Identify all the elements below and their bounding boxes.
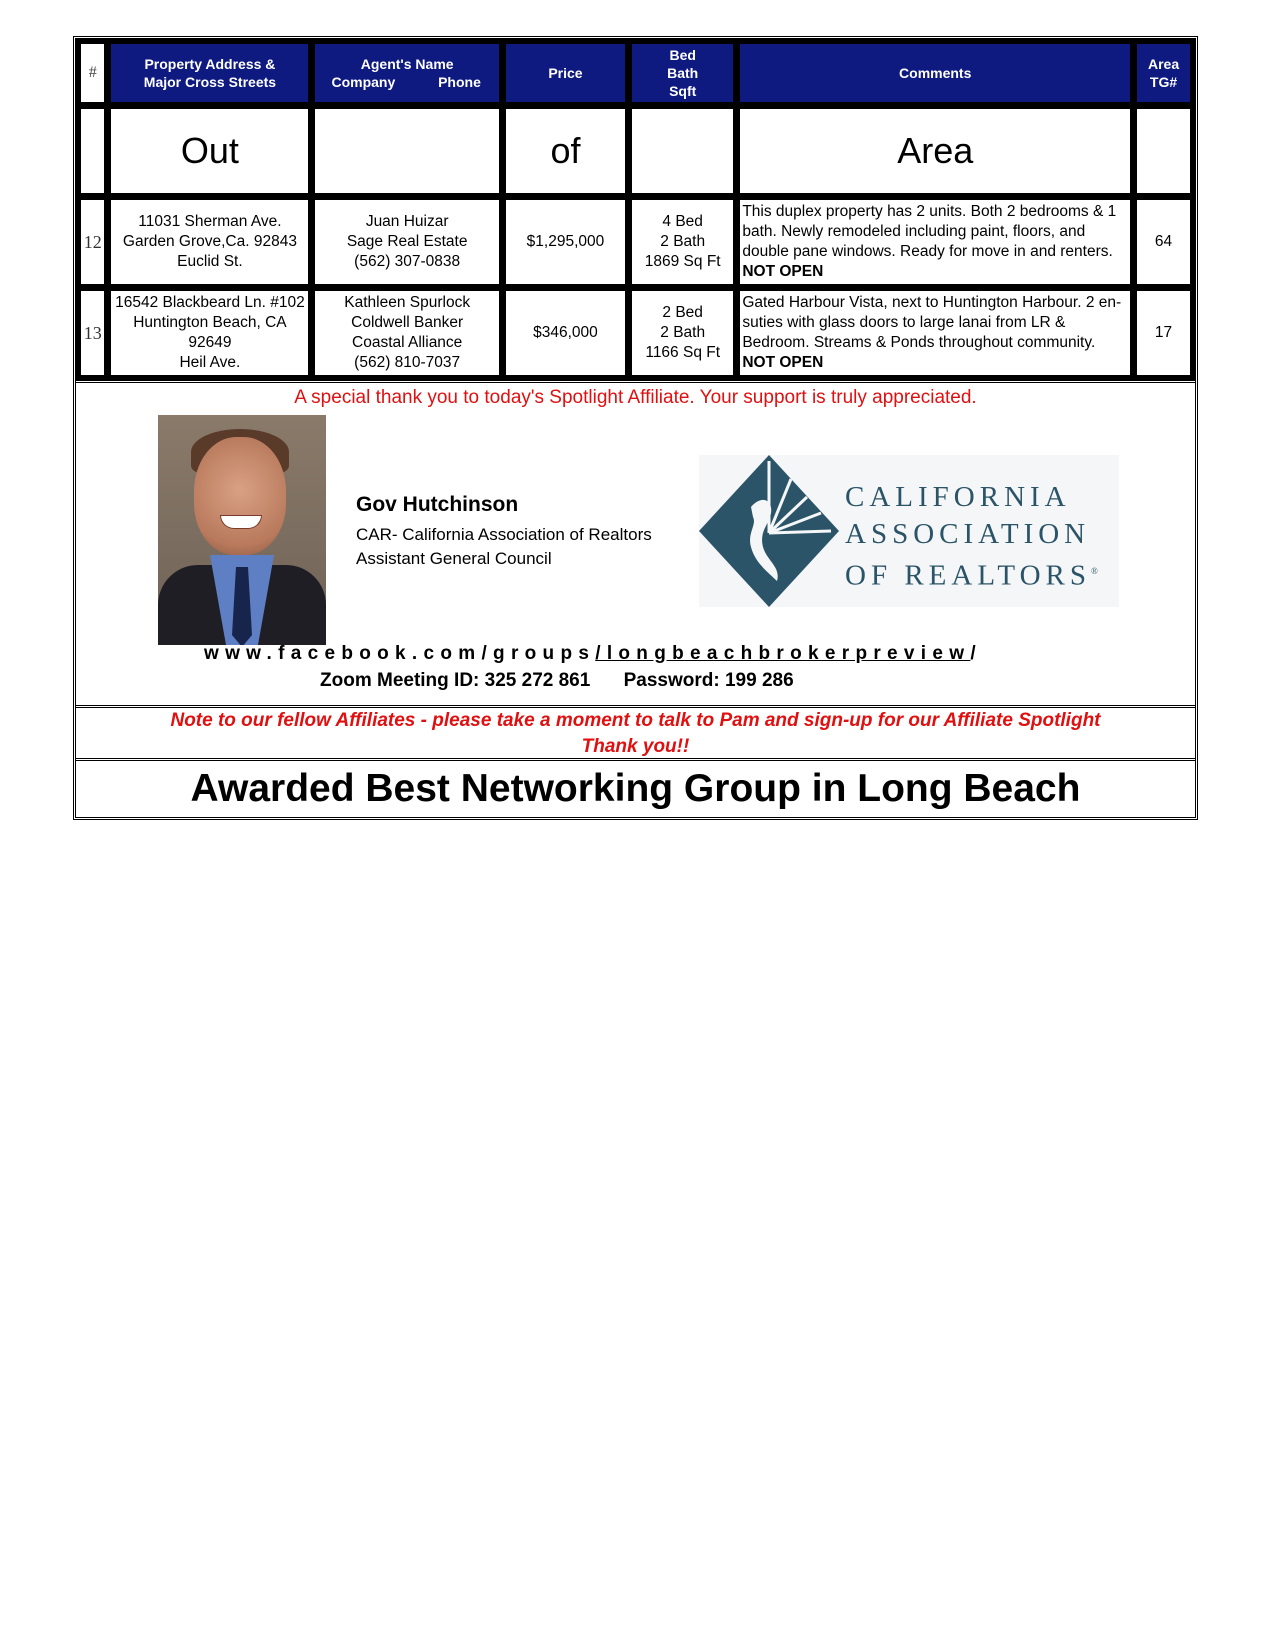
broker-preview-sheet — [73, 36, 1198, 820]
zoom-password: Password: 199 286 — [623, 670, 794, 691]
listing-area: 64 — [1135, 198, 1192, 286]
affiliate-name: Gov Hutchinson — [356, 493, 519, 516]
zoom-meeting-id: Zoom Meeting ID: 325 272 861 — [320, 670, 591, 691]
header-address: Property Address & Major Cross Streets — [109, 42, 310, 104]
header-agent: Agent's Name Company Phone — [313, 42, 500, 104]
spotlight-affiliate-section — [76, 380, 1195, 705]
listing-agent: Kathleen Spurlock Coldwell Banker Coastal Alliance (562) 810-7037 — [313, 289, 500, 377]
out-label: Out — [109, 107, 310, 195]
header-bed-bath-sqft: Bed Bath Sqft — [630, 42, 735, 104]
car-logo-text: CALIFORNIA ASSOCIATION OF REALTORS® — [845, 481, 1098, 592]
table-row — [79, 289, 1192, 377]
out-of-area-row — [79, 107, 1192, 195]
listing-address: 16542 Blackbeard Ln. #102 Huntington Beach, CA 92649 Heil Ave. — [109, 289, 310, 377]
header-comments: Comments — [738, 42, 1132, 104]
spotlight-thanks: A special thank you to today's Spotlight Affiliate. Your support is truly appreciated. — [294, 387, 977, 408]
listing-bed-bath-sqft: 2 Bed 2 Bath 1166 Sq Ft — [630, 289, 735, 377]
car-logo — [699, 455, 1119, 607]
award-banner: Awarded Best Networking Group in Long Beach — [76, 758, 1195, 817]
affiliate-photo — [158, 415, 326, 645]
listing-status: NOT OPEN — [742, 354, 824, 371]
facebook-group-link[interactable]: www.facebook.com/groups/longbeachbrokerpreview/ — [204, 643, 982, 664]
affiliate-role: Assistant General Council — [356, 549, 552, 568]
affiliate-info — [356, 493, 652, 571]
listing-bed-bath-sqft: 4 Bed 2 Bath 1869 Sq Ft — [630, 198, 735, 286]
header-phone: Phone — [438, 74, 481, 90]
listing-comments: Gated Harbour Vista, next to Huntington Harbour. 2 en-suties with glass doors to large lanai from LR & Bedroom. Streams & Ponds throughout community. NOT OPEN — [738, 289, 1132, 377]
listing-area: 17 — [1135, 289, 1192, 377]
zoom-meeting-info — [320, 670, 794, 692]
listing-price: $346,000 — [504, 289, 627, 377]
header-price: Price — [504, 42, 627, 104]
listings-table — [76, 39, 1195, 380]
header-num: # — [79, 42, 106, 104]
affiliate-note: Note to our fellow Affiliates - please take a moment to talk to Pam and sign-up for our Affiliate Spotlight Thank you!! — [76, 705, 1195, 758]
listing-number: 13 — [79, 289, 106, 377]
listing-agent: Juan Huizar Sage Real Estate (562) 307-0838 — [313, 198, 500, 286]
listing-comments: This duplex property has 2 units. Both 2 bedrooms & 1 bath. Newly remodeled including paint, floors, and double pane windows. Ready for move in and renters. NOT OPEN — [738, 198, 1132, 286]
header-area: Area TG# — [1135, 42, 1192, 104]
header-company: Company — [331, 74, 396, 90]
listing-status: NOT OPEN — [742, 263, 824, 280]
table-header-row — [79, 42, 1192, 104]
of-label: of — [504, 107, 627, 195]
table-row — [79, 198, 1192, 286]
listing-number: 12 — [79, 198, 106, 286]
listing-price: $1,295,000 — [504, 198, 627, 286]
car-diamond-icon — [699, 455, 839, 607]
affiliate-org: CAR- California Association of Realtors — [356, 525, 652, 544]
area-label: Area — [738, 107, 1132, 195]
listing-address: 11031 Sherman Ave. Garden Grove,Ca. 92843 Euclid St. — [109, 198, 310, 286]
